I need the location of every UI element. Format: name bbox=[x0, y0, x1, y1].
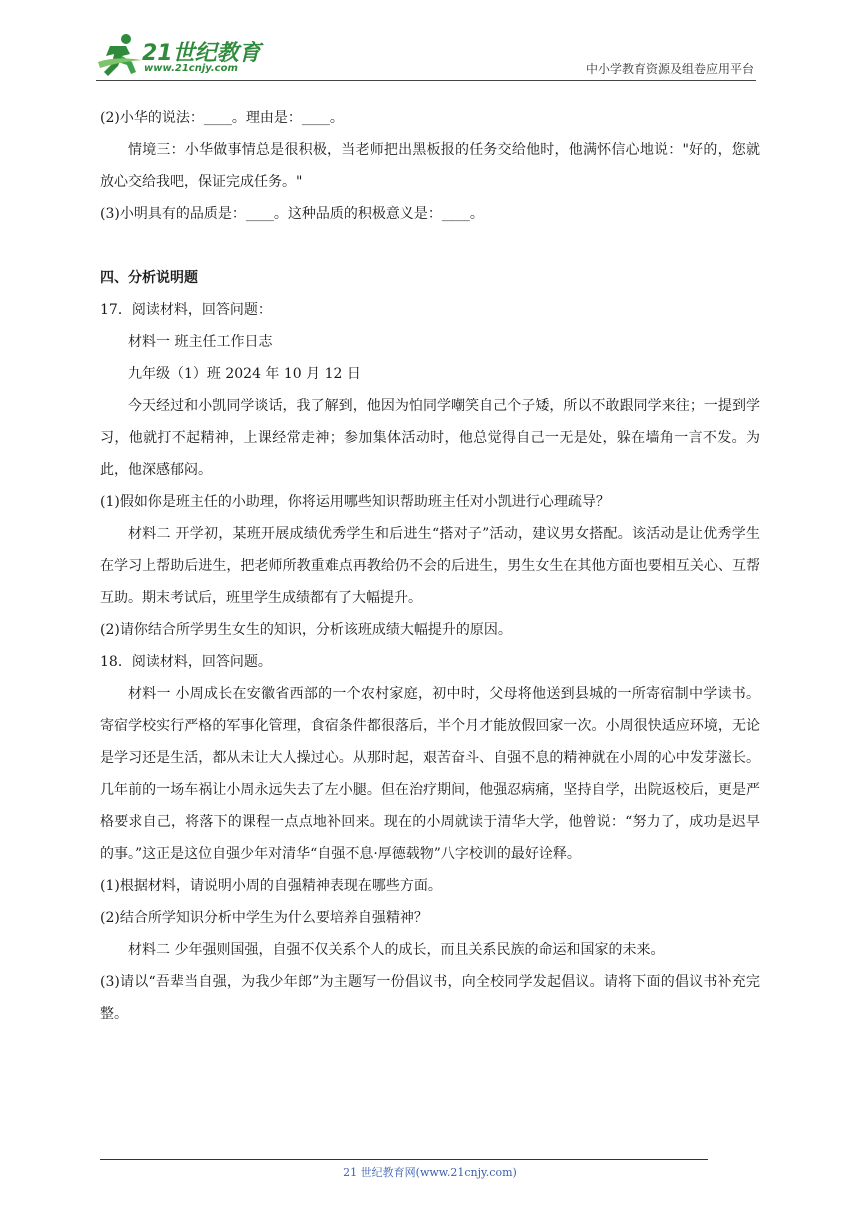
footer-divider bbox=[100, 1159, 708, 1160]
question-17-1: (1)假如你是班主任的小助理，你将运用哪些知识帮助班主任对小凯进行心理疏导？ bbox=[100, 494, 610, 510]
logo-url: www.21cnjy.com bbox=[144, 63, 238, 74]
document-body bbox=[100, 102, 760, 1030]
material-1-body: 今天经过和小凯同学谈话，我了解到，他因为怕同学嘲笑自己个子矮，所以不敢跟同学来往；一提到学习，他就打不起精神，上课经常走神；参加集体活动时，他总觉得自己一无是处，躲在墙角一言不发。为此，他深感郁闷。 bbox=[100, 398, 760, 478]
question-17: 17．阅读材料，回答问题： bbox=[100, 302, 272, 318]
platform-name: 中小学教育资源及组卷应用平台 bbox=[585, 62, 754, 76]
logo-text: 21世纪教育 bbox=[142, 41, 261, 66]
question-16-3: (3)小明具有的品质是：____。这种品质的积极意义是：____。 bbox=[100, 206, 484, 222]
question-18: 18．阅读材料，回答问题。 bbox=[100, 654, 272, 670]
material-18-2: 材料二 少年强则国强，自强不仅关系个人的成长，而且关系民族的命运和国家的未来。 bbox=[128, 942, 665, 958]
runner-logo-icon bbox=[96, 32, 144, 78]
header-divider bbox=[96, 80, 756, 81]
scene-3: 情境三：小华做事情总是很积极，当老师把出黑板报的任务交给他时，他满怀信心地说："好的，您就放心交给我吧，保证完成任务。" bbox=[100, 142, 760, 190]
page-header bbox=[96, 30, 756, 82]
page-footer: 21 世纪教育网(www.21cnjy.com) bbox=[343, 1166, 517, 1179]
material-1-date: 九年级（1）班 2024 年 10 月 12 日 bbox=[128, 366, 361, 382]
material-1-title: 材料一 班主任工作日志 bbox=[128, 334, 273, 350]
question-17-2: (2)请你结合所学男生女生的知识，分析该班成绩大幅提升的原因。 bbox=[100, 622, 512, 638]
material-2-body: 材料二 开学初，某班开展成绩优秀学生和后进生“搭对子”活动，建议男女搭配。该活动是让优秀学生在学习上帮助后进生，把老师所教重难点再教给仍不会的后进生，男生女生在其他方面也要相互关心、互帮互助。期末考试后，班里学生成绩都有了大幅提升。 bbox=[100, 526, 760, 606]
material-18-1: 材料一 小周成长在安徽省西部的一个农村家庭，初中时，父母将他送到县城的一所寄宿制中学读书。寄宿学校实行严格的军事化管理，食宿条件都很落后，半个月才能放假回家一次。小周很快适应环境，无论是学习还是生活，都从未让大人操过心。从那时起，艰苦奋斗、自强不息的精神就在小周的心中发芽滋长。几年前的一场车祸让小周永远失去了左小腿。但在治疗期间，他强忍病痛，坚持自学，出院返校后，更是严格要求自己，将落下的课程一点点地补回来。现在的小周就读于清华大学，他曾说：“努力了，成功是迟早的事。”这正是这位自强少年对清华“自强不息·厚德载物”八字校训的最好诠释。 bbox=[100, 686, 760, 862]
section-title-4: 四、分析说明题 bbox=[100, 270, 198, 286]
question-16-2: (2)小华的说法：____。理由是：____。 bbox=[100, 110, 344, 126]
logo bbox=[96, 30, 266, 78]
question-18-2: (2)结合所学知识分析中学生为什么要培养自强精神？ bbox=[100, 910, 428, 926]
question-18-1: (1)根据材料，请说明小周的自强精神表现在哪些方面。 bbox=[100, 878, 442, 894]
question-18-3: (3)请以“吾辈当自强，为我少年郎”为主题写一份倡议书，向全校同学发起倡议。请将下面的倡议书补充完整。 bbox=[100, 974, 760, 1022]
